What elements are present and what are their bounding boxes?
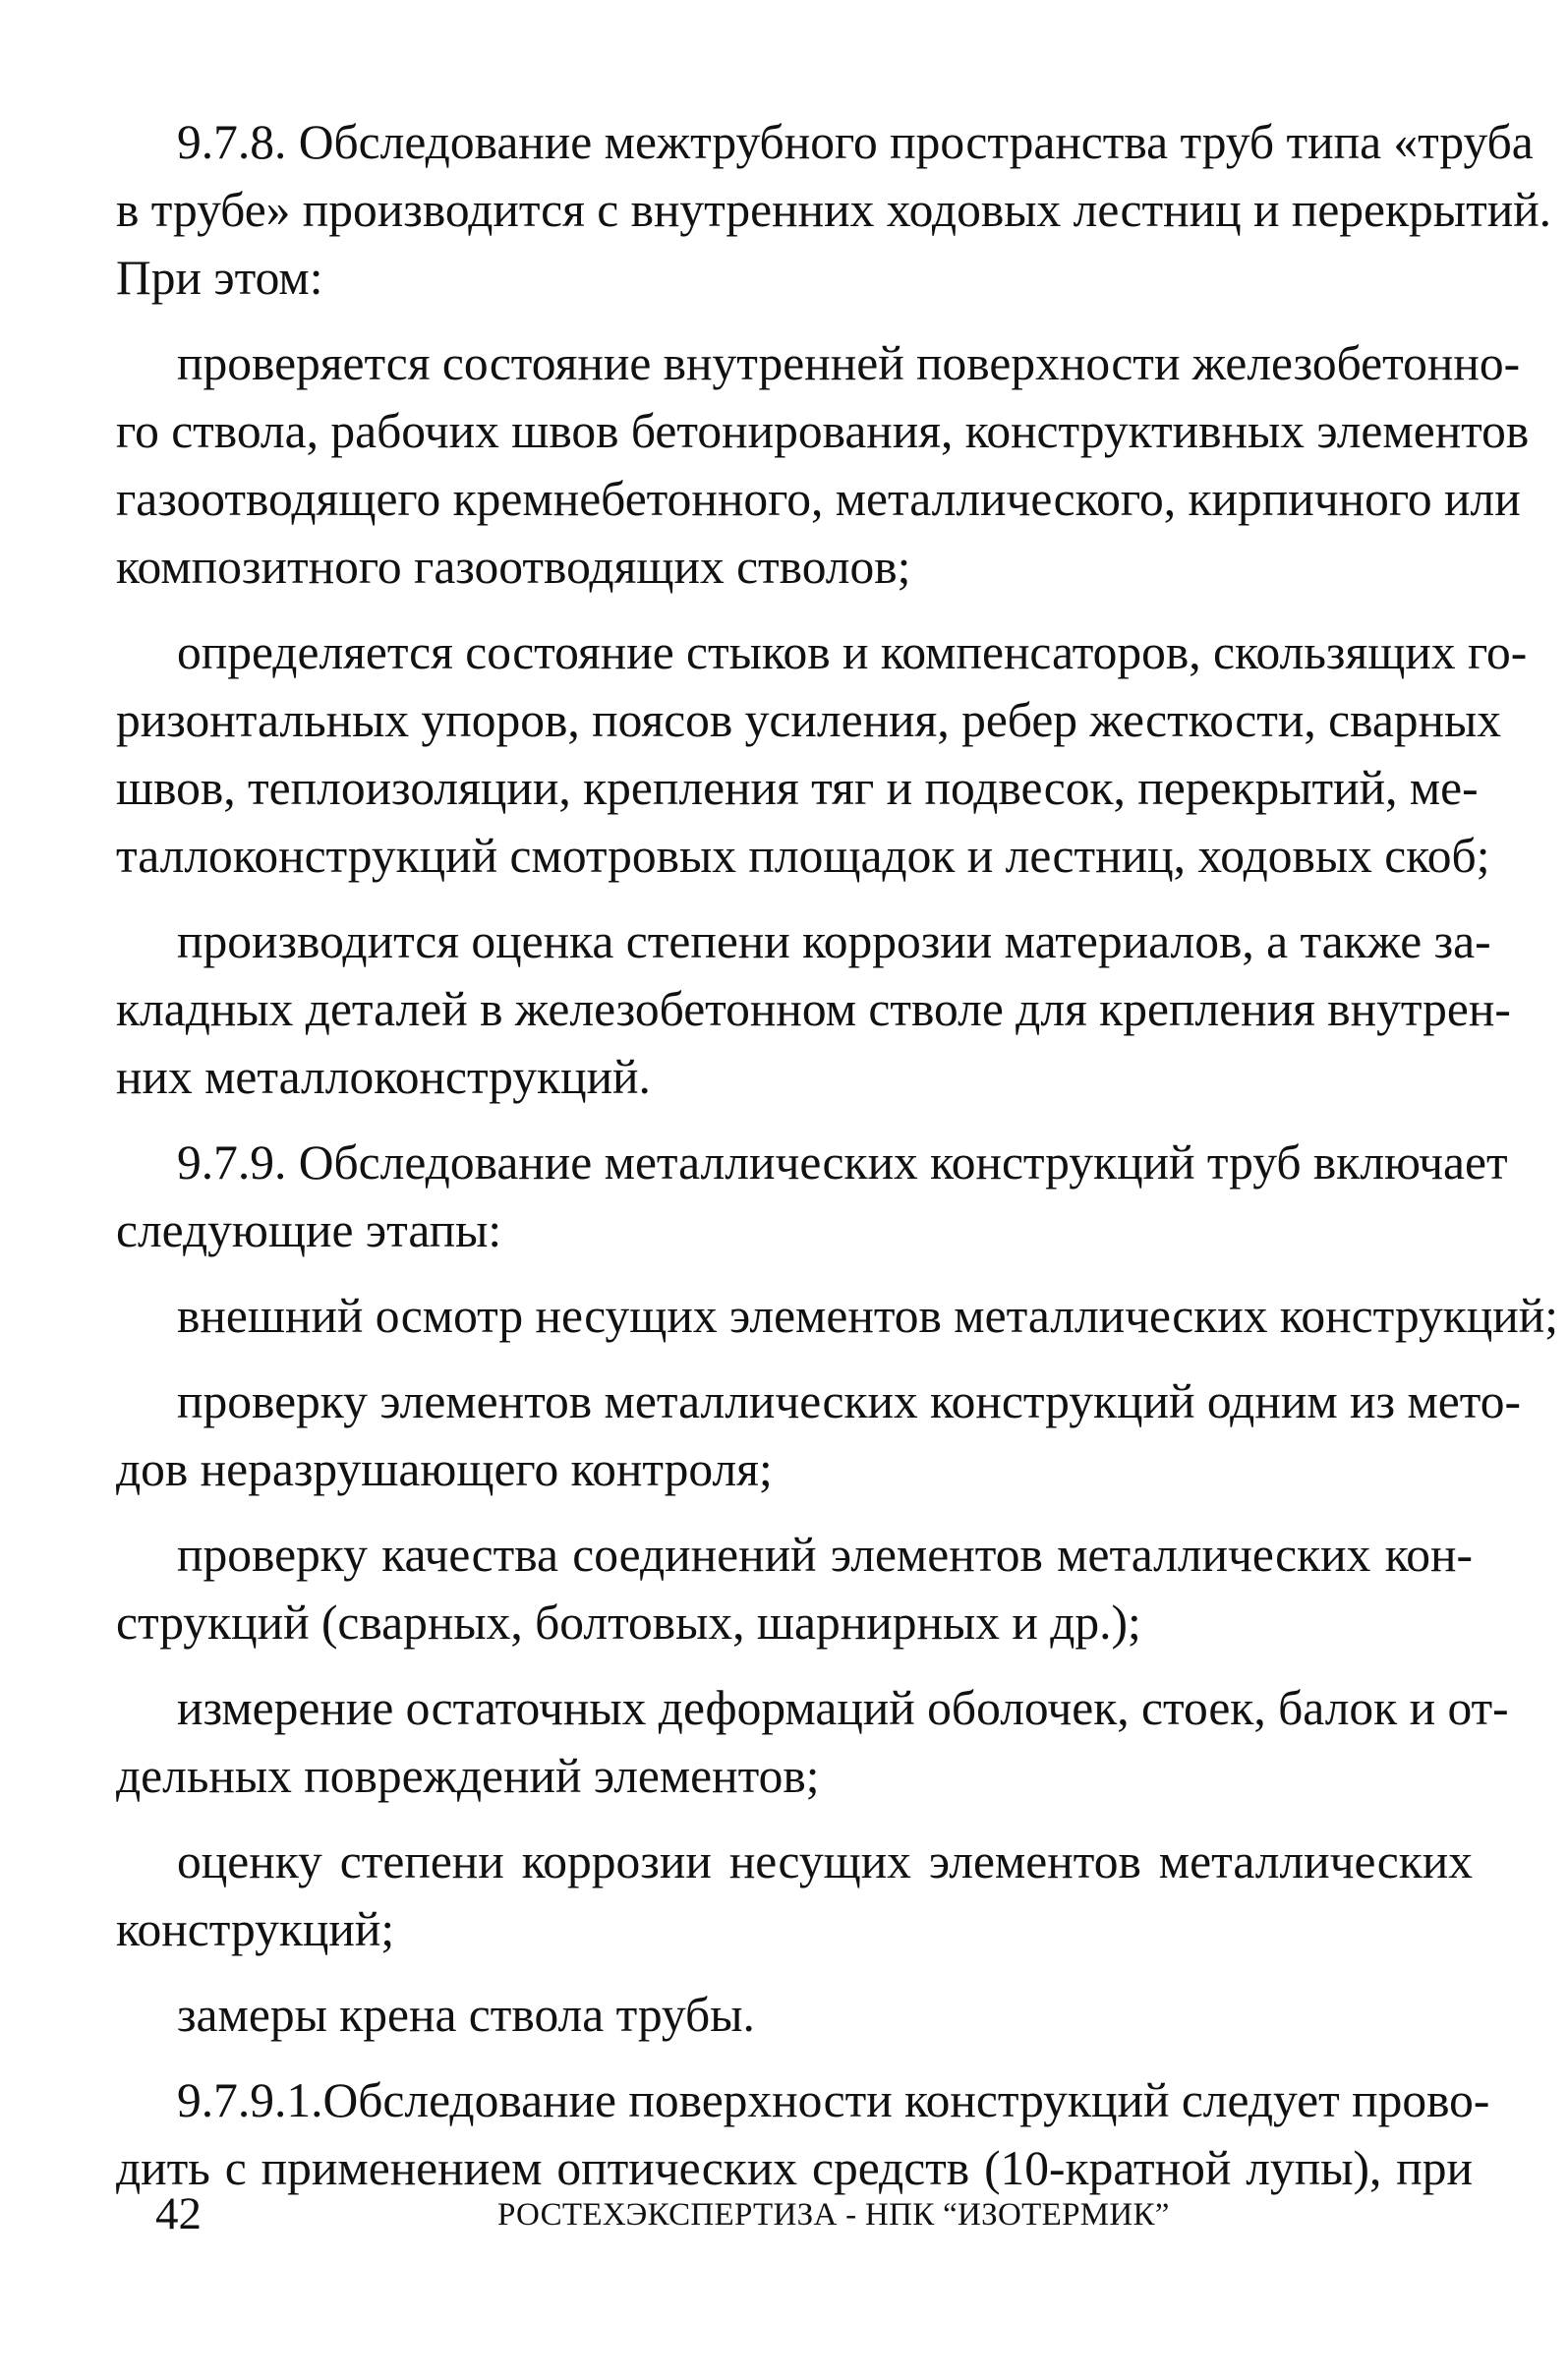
page-footer (155, 2184, 1384, 2243)
text-line: в трубе» производится с внутренних ходовых лестниц и перекрытий. (116, 183, 1552, 237)
text-line: проверяется состояние внутренней поверхности железобетонно- (177, 336, 1521, 390)
list-item-paragraph (116, 1282, 1558, 1350)
text-line: конструкций; (116, 1902, 395, 1956)
list-item-paragraph (116, 1674, 1509, 1810)
paragraph-9-7-8 (116, 108, 1552, 312)
text-line: них металлоконструкций. (116, 1050, 651, 1104)
list-item-paragraph (116, 329, 1530, 601)
text-line: определяется состояние стыков и компенсаторов, скользящих го- (177, 625, 1528, 679)
text-line: дельных повреждений элементов; (116, 1749, 820, 1803)
paragraph-9-7-9-1 (116, 2066, 1490, 2202)
text-line: проверку элементов металлических конструкций одним из мето- (177, 1374, 1521, 1428)
text-line: При этом: (116, 251, 323, 305)
text-line: 9.7.9. Обследование металлических конструкций труб включает (177, 1135, 1508, 1190)
text-line: 9.7.8. Обследование межтрубного пространства труб типа «труба (177, 115, 1534, 169)
publisher-line: РОСТЕХЭКСПЕРТИЗА - НПК “ИЗОТЕРМИК” (497, 2197, 1170, 2233)
list-item-paragraph (116, 618, 1528, 890)
text-line: струкций (сварных, болтовых, шарнирных и др.); (116, 1596, 1141, 1650)
paragraph-9-7-9 (116, 1129, 1508, 1264)
text-line: кладных деталей в железобетонном стволе для крепления внутрен- (116, 982, 1511, 1036)
text-line: газоотводящего кремнебетонного, металлического, кирпичного или (116, 472, 1521, 526)
text-line: го ствола, рабочих швов бетонирования, конструктивных элементов (116, 404, 1530, 458)
text-line: производится оценка степени коррозии материалов, а также за- (177, 914, 1491, 968)
text-line: швов, теплоизоляции, крепления тяг и подвесок, перекрытий, ме- (116, 761, 1479, 815)
text-line: замеры крена ствола трубы. (177, 1988, 755, 2042)
document-body (116, 108, 1558, 2220)
list-item-paragraph (116, 907, 1511, 1111)
text-line: ризонтальных упоров, поясов усиления, ребер жесткости, сварных (116, 693, 1502, 747)
list-item-paragraph (116, 1828, 1473, 1963)
text-line: проверку качества соединений элементов металлических кон- (177, 1528, 1473, 1582)
text-line: дить с применением оптических средств (10-кратной лупы), при (116, 2141, 1473, 2195)
list-item-paragraph (116, 1367, 1521, 1503)
text-line: таллоконструкций смотровых площадок и лестниц, ходовых скоб; (116, 829, 1490, 883)
list-item-paragraph (116, 1521, 1473, 1656)
text-line: оценку степени коррозии несущих элементов металлических (177, 1834, 1473, 1888)
text-line: внешний осмотр несущих элементов металлических конструкций; (177, 1289, 1558, 1343)
text-line: измерение остаточных деформаций оболочек, стоек, балок и от- (177, 1681, 1509, 1735)
text-line: 9.7.9.1.Обследование поверхности конструкций следует прово- (177, 2073, 1490, 2127)
text-line: композитного газоотводящих стволов; (116, 540, 911, 594)
text-line: дов неразрушающего контроля; (116, 1442, 773, 1496)
page-number: 42 (155, 2188, 202, 2239)
list-item-paragraph (116, 1981, 1473, 2049)
text-line: следующие этапы: (116, 1203, 502, 1257)
